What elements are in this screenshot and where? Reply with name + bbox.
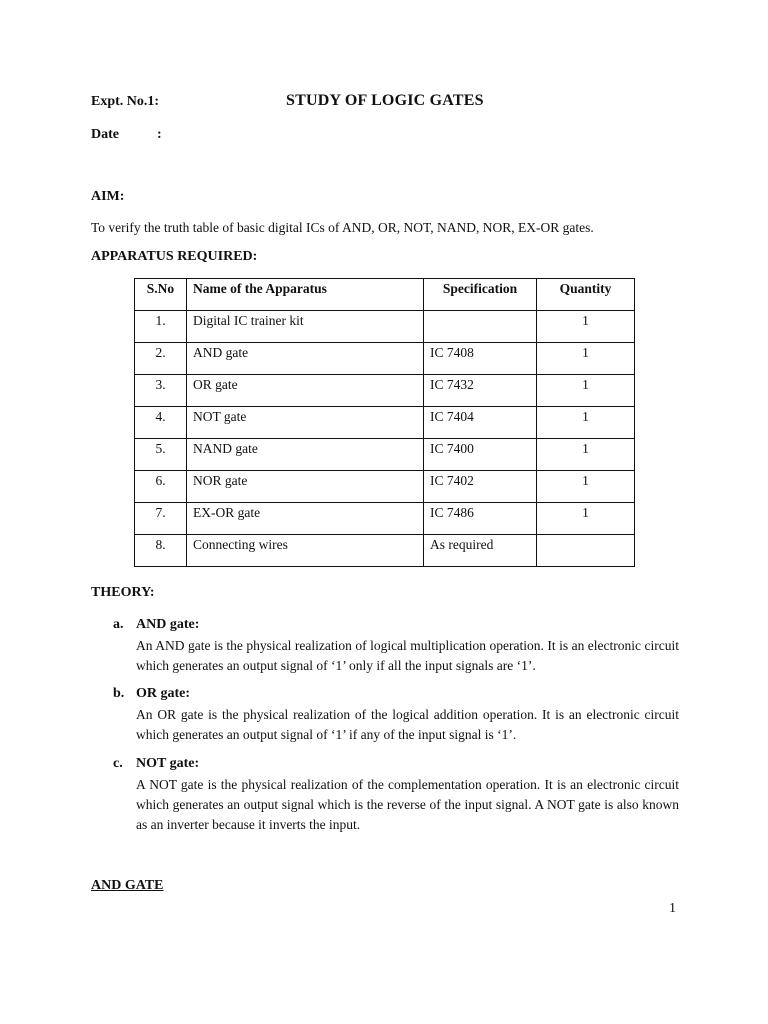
- cell-specification: [424, 311, 537, 343]
- theory-item-title: OR gate:: [136, 686, 191, 701]
- table-row: [135, 535, 635, 567]
- cell-sno: 4.: [135, 407, 187, 439]
- cell-name: Connecting wires: [187, 535, 424, 567]
- cell-name: AND gate: [187, 343, 424, 375]
- table-row: [135, 311, 635, 343]
- list-marker: a.: [113, 617, 124, 632]
- and-gate-section-heading: AND GATE: [91, 878, 164, 893]
- cell-quantity: 1: [537, 375, 635, 407]
- table-header-row: [135, 279, 635, 311]
- experiment-number: Expt. No.1:: [91, 94, 160, 109]
- date-colon: :: [157, 127, 162, 142]
- cell-sno: 8.: [135, 535, 187, 567]
- table-row: [135, 439, 635, 471]
- list-marker: b.: [113, 686, 125, 701]
- cell-name: OR gate: [187, 375, 424, 407]
- column-header-sno: S.No: [135, 279, 187, 311]
- table-row: [135, 343, 635, 375]
- apparatus-table: [134, 278, 635, 567]
- table-row: [135, 503, 635, 535]
- column-header-name: Name of the Apparatus: [187, 279, 424, 311]
- theory-item-text: A NOT gate is the physical realization of the complementation operation. It is an electronic circuit which generates an output signal which is the reverse of the input signal. A NOT gate is also known as an inverter because it inverts the input.: [136, 777, 679, 832]
- cell-sno: 1.: [135, 311, 187, 343]
- column-header-quantity: Quantity: [537, 279, 635, 311]
- theory-item-title: NOT gate:: [136, 756, 200, 771]
- table-row: [135, 471, 635, 503]
- cell-specification: IC 7400: [424, 439, 537, 471]
- cell-specification: IC 7432: [424, 375, 537, 407]
- cell-quantity: 1: [537, 343, 635, 375]
- cell-specification: IC 7486: [424, 503, 537, 535]
- cell-specification: IC 7402: [424, 471, 537, 503]
- cell-specification: As required: [424, 535, 537, 567]
- cell-name: EX-OR gate: [187, 503, 424, 535]
- cell-sno: 7.: [135, 503, 187, 535]
- cell-quantity: 1: [537, 503, 635, 535]
- apparatus-heading: APPARATUS REQUIRED:: [91, 249, 258, 264]
- cell-quantity: 1: [537, 311, 635, 343]
- theory-item-text: An AND gate is the physical realization of logical multiplication operation. It is an electronic circuit which generates an output signal of ‘1’ only if all the input signals are ‘1’.: [136, 638, 679, 673]
- cell-sno: 2.: [135, 343, 187, 375]
- cell-quantity: 1: [537, 407, 635, 439]
- cell-sno: 6.: [135, 471, 187, 503]
- cell-quantity: 1: [537, 471, 635, 503]
- aim-text: To verify the truth table of basic digital ICs of AND, OR, NOT, NAND, NOR, EX-OR gates.: [91, 220, 594, 235]
- date-label: Date: [91, 127, 119, 142]
- cell-quantity: 1: [537, 439, 635, 471]
- page-number: 1: [669, 901, 676, 916]
- page-title: STUDY OF LOGIC GATES: [286, 92, 484, 109]
- cell-name: NOR gate: [187, 471, 424, 503]
- cell-name: Digital IC trainer kit: [187, 311, 424, 343]
- table-row: [135, 407, 635, 439]
- cell-specification: IC 7408: [424, 343, 537, 375]
- cell-name: NAND gate: [187, 439, 424, 471]
- theory-item-title: AND gate:: [136, 617, 200, 632]
- table-row: [135, 375, 635, 407]
- cell-specification: IC 7404: [424, 407, 537, 439]
- cell-sno: 5.: [135, 439, 187, 471]
- cell-sno: 3.: [135, 375, 187, 407]
- cell-quantity: [537, 535, 635, 567]
- theory-heading: THEORY:: [91, 585, 155, 600]
- theory-item-text: An OR gate is the physical realization of the logical addition operation. It is an electronic circuit which generates an output signal of ‘1’ if any of the input signal is ‘1’.: [136, 707, 679, 742]
- list-marker: c.: [113, 756, 123, 771]
- column-header-specification: Specification: [424, 279, 537, 311]
- cell-name: NOT gate: [187, 407, 424, 439]
- aim-heading: AIM:: [91, 189, 125, 204]
